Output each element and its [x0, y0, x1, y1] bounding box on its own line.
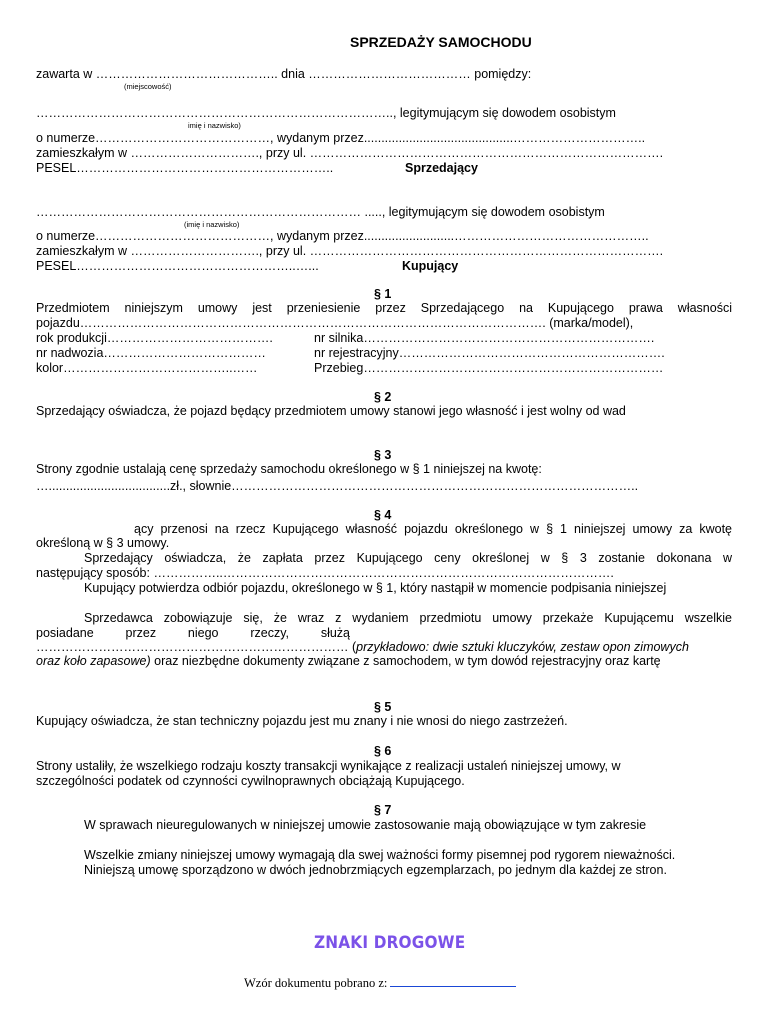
section-7-paragraph-2: Wszelkie zmiany niniejszej umowy wymagają dla swej ważności formy pisemnej pod rygorem nieważności. [84, 848, 676, 862]
color-line: kolor…………………………………..…… [36, 361, 258, 375]
buyer-pesel-line: PESEL……………………………………………..…... [36, 259, 319, 273]
document-title: SPRZEDAŻY SAMOCHODU [350, 34, 532, 50]
section-3-heading: § 3 [374, 448, 392, 462]
section-4-payment-text: Sprzedający oświadcza, że zapłata przez Kupującego ceny określonej w § 3 zostanie dokonana w [84, 551, 732, 565]
section-3-paragraph: Strony zgodnie ustalają cenę sprzedaży samochodu określonego w § 1 niniejszej na kwotę: [36, 462, 542, 476]
section-4-receipt-text: Kupujący potwierdza odbiór pojazdu, określonego w § 1, który nastąpił w momencie podpisania niniejszej [84, 581, 667, 595]
source-line [244, 975, 516, 990]
section-7-heading: § 7 [374, 803, 392, 817]
items-example: przykładowo: dwie sztuki kluczyków, zestaw opon zimowych [356, 640, 689, 654]
section-5-paragraph: Kupujący oświadcza, że stan techniczny pojazdu jest mu znany i nie wnosi do niego zastrzeżeń. [36, 714, 568, 728]
seller-pesel-line: PESEL…………………………………………………….. [36, 161, 334, 175]
buyer-name-hint: (imię i nazwisko) [184, 220, 240, 229]
section-6-paragraph-1: Strony ustaliły, że wszelkiego rodzaju koszty transakcji wynikające z realizacji ustaleń niniejszej umowy, w [36, 759, 621, 773]
seller-id-line: o numerze……………………………………, wydanym przez...........................................………………………….. [36, 131, 646, 145]
registration-number-line: nr rejestracyjny………………………………………………………. [314, 346, 665, 360]
section-4-items-text: posiadane przez niego rzeczy, służą [36, 626, 350, 640]
source-link[interactable] [390, 975, 516, 987]
section-4-heading: § 4 [374, 508, 392, 522]
seller-name-line: ………………………………………………………………………….., legitymującym się dowodem osobistym [36, 106, 616, 120]
section-4-documents-line [36, 654, 661, 668]
seller-name-hint: imię i nazwisko) [188, 121, 241, 130]
seller-role-label: Sprzedający [405, 161, 478, 175]
body-number-line: nr nadwozia………………………………… [36, 346, 266, 360]
buyer-id-line: o numerze……………………………………, wydanym przez..........................……………………………………….. [36, 229, 649, 243]
items-example-end: oraz koło zapasowe) [36, 654, 151, 668]
price-line: …...................................zł., słownie…………………………………………………………………………………….. [36, 479, 639, 493]
section-5-heading: § 5 [374, 700, 392, 714]
section-2-heading: § 2 [374, 390, 392, 404]
section-6-paragraph-2: szczególności podatek od czynności cywilnoprawnych obciążają Kupującego. [36, 774, 465, 788]
section-4-obligation-text: Sprzedawca zobowiązuje się, że wraz z wydaniem przedmiotu umowy przekaże Kupującemu wszelkie [84, 611, 732, 625]
production-year-line: rok produkcji…………………………………. [36, 331, 273, 345]
documents-text: oraz niezbędne dokumenty związane z samochodem, w tym dowód rejestracyjny oraz kartę [154, 654, 661, 668]
brand-logo: ZNAKI DROGOWE [314, 933, 466, 953]
section-6-heading: § 6 [374, 744, 392, 758]
source-label: Wzór dokumentu pobrano z: [244, 976, 388, 990]
engine-number-line: nr silnika……………………………………………………………. [314, 331, 655, 345]
section-4-amount-text: określoną w § 3 umowy. [36, 536, 170, 550]
section-4-items-line [36, 640, 689, 654]
section-2-paragraph: Sprzedający oświadcza, że pojazd będący przedmiotem umowy stanowi jego własność i jest wolny od wad [36, 404, 626, 418]
buyer-address-line: zamieszkałym w …………………………., przy ul. …………………………………………………………………………. [36, 244, 664, 258]
buyer-role-label: Kupujący [402, 259, 459, 273]
place-hint: (miejscowość) [124, 82, 172, 91]
items-dots: ………………………………………………………………… ( [36, 640, 357, 654]
mileage-line: Przebieg……………………………………………………………… [314, 361, 664, 375]
section-1-paragraph: Przedmiotem niniejszym umowy jest przeniesienie przez Sprzedającego na Kupującego prawa własności [36, 301, 732, 315]
seller-address-line: zamieszkałym w …………………………., przy ul. …………………………………………………………………………. [36, 146, 664, 160]
section-1-heading: § 1 [374, 287, 392, 301]
intro-line: zawarta w …………………………………….. dnia ………………………………… pomiędzy: [36, 67, 532, 81]
buyer-name-line: …………………………………………………………………… ....., legitymującym się dowodem osobistym [36, 205, 605, 219]
section-4-transfer-text: ący przenosi na rzecz Kupującego własność pojazdu określonego w § 1 niniejszej umowy za kwotę [134, 522, 732, 536]
section-7-paragraph-3: Niniejszą umowę sporządzono w dwóch jednobrzmiących egzemplarzach, po jednym dla każdej ze stron. [84, 863, 667, 877]
section-7-paragraph-1: W sprawach nieuregulowanych w niniejszej umowie zastosowanie mają obowiązujące w tym zakresie [84, 818, 647, 832]
payment-method-line: następujący sposób: ……………..…………………………………………………………………………………. [36, 566, 614, 580]
vehicle-make-line: pojazdu…………………………………………………………………………………………………. (marka/model), [36, 316, 634, 330]
